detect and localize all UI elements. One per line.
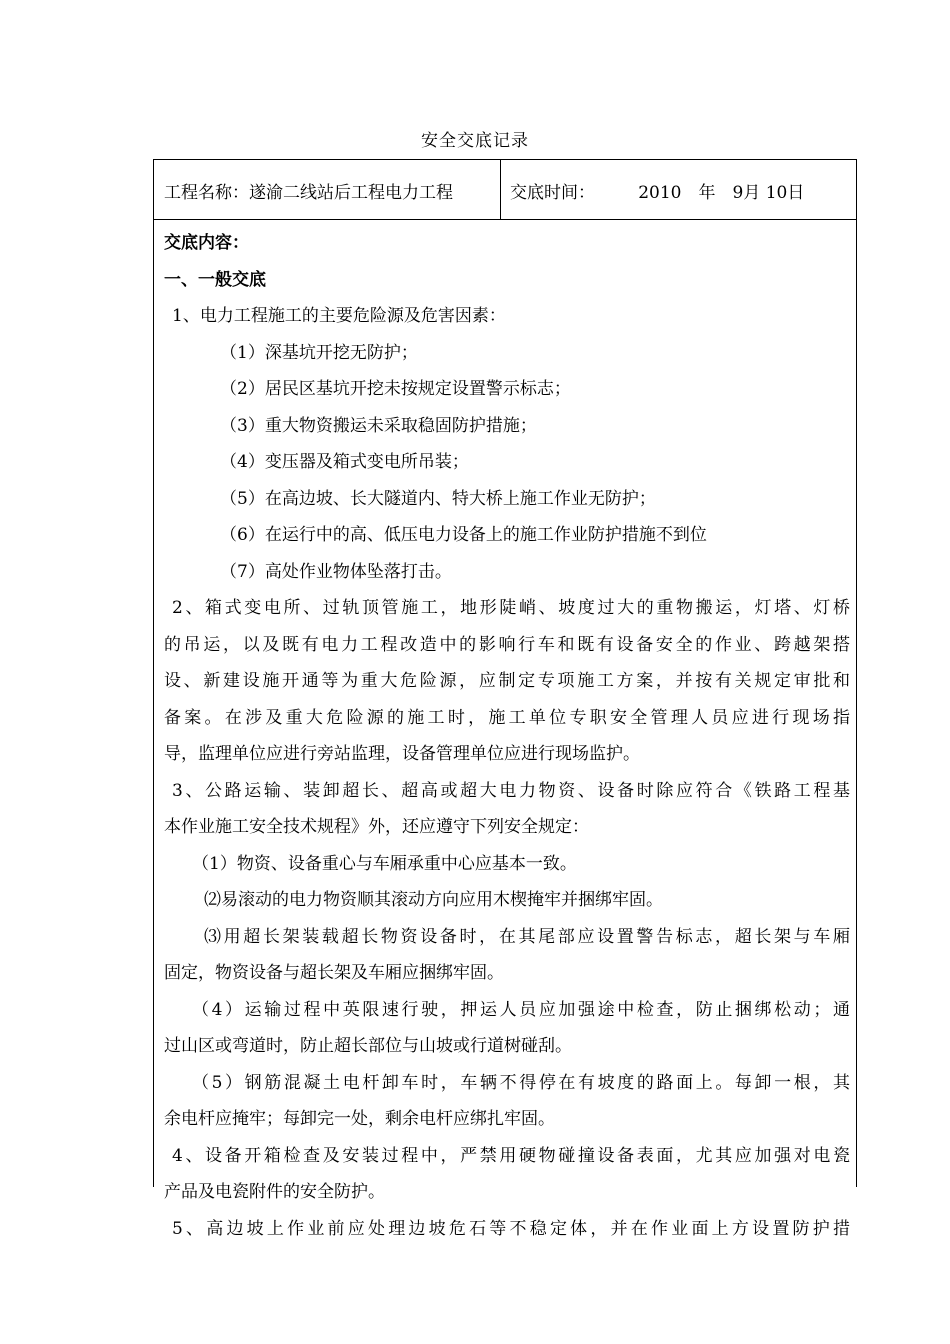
content-line: （1）深基坑开挖无防护； [220, 342, 418, 363]
content-line: 本作业施工安全技术规程》外，还应遵守下列安全规定： [164, 817, 589, 837]
content-line: （5）在高边坡、长大隧道内、特大桥上施工作业无防护； [220, 488, 656, 509]
content-line: 5、高边坡上作业前应处理边坡危石等不稳定体，并在作业面上方设置防护措 [172, 1218, 850, 1239]
date-value: 2010 年 9月 10日 [638, 183, 805, 203]
content-line: （2）居民区基坑开挖未按规定设置警示标志； [220, 379, 571, 399]
content-line: ⑶用超长架装载超长物资设备时，在其尾部应设置警告标志，超长架与车厢 [204, 926, 850, 947]
content-line: 4、设备开箱检查及安装过程中，严禁用硬物碰撞设备表面，尤其应加强对电瓷 [172, 1145, 850, 1166]
content-line: 过山区或弯道时，防止超长部位与山坡或行道树碰刮。 [164, 1036, 572, 1056]
column-divider [500, 160, 501, 220]
content-line: ⑵易滚动的电力物资顺其滚动方向应用木楔掩牢并捆绑牢固。 [204, 890, 663, 910]
content-line: 3、公路运输、装卸超长、超高或超大电力物资、设备时除应符合《铁路工程基 [172, 780, 850, 801]
content-line: （7）高处作业物体坠落打击。 [220, 561, 452, 582]
document-title: 安全交底记录 [421, 131, 529, 151]
content-line: 设、新建设施开通等为重大危险源，应制定专项施工方案，并按有关规定审批和 [164, 671, 850, 691]
content-line: 余电杆应掩牢；每卸完一处，剩余电杆应绑扎牢固。 [164, 1109, 555, 1129]
content-line: （6）在运行中的高、低压电力设备上的施工作业防护措施不到位 [220, 525, 707, 545]
handover-content [164, 225, 850, 1247]
content-line: 交底内容： [164, 233, 249, 253]
content-line: （3）重大物资搬运未采取稳固防护措施； [220, 415, 537, 436]
handover-date [510, 178, 804, 203]
content-line: 备案。在涉及重大危险源的施工时，施工单位专职安全管理人员应进行现场指 [164, 707, 850, 728]
content-line: 1、电力工程施工的主要危险源及危害因素： [172, 306, 506, 326]
date-label: 交底时间： [510, 183, 595, 203]
content-line: 固定，物资设备与超长架及车厢应捆绑牢固。 [164, 963, 504, 983]
content-line: （1）物资、设备重心与车厢承重中心应基本一致。 [192, 853, 577, 874]
content-line: 一、一般交底 [164, 269, 266, 290]
content-line: 2、箱式变电所、过轨顶管施工，地形陡峭、坡度过大的重物搬运，灯塔、灯桥 [172, 598, 850, 618]
record-table [153, 159, 857, 1239]
content-line: （4）运输过程中英限速行驶，押运人员应加强途中检查，防止捆绑松动；通 [192, 999, 850, 1020]
content-line: （4）变压器及箱式变电所吊装； [220, 452, 469, 472]
header-row [154, 160, 856, 220]
project-name: 工程名称：遂渝二线站后工程电力工程 [164, 183, 453, 203]
content-line: （5）钢筋混凝土电杆卸车时，车辆不得停在有坡度的路面上。每卸一根，其 [192, 1072, 850, 1093]
content-line: 导，监理单位应进行旁站监理，设备管理单位应进行现场监护。 [164, 744, 640, 764]
content-line: 产品及电瓷附件的安全防护。 [164, 1182, 385, 1202]
content-line: 的吊运，以及既有电力工程改造中的影响行车和既有设备安全的作业、跨越架搭 [164, 634, 850, 655]
